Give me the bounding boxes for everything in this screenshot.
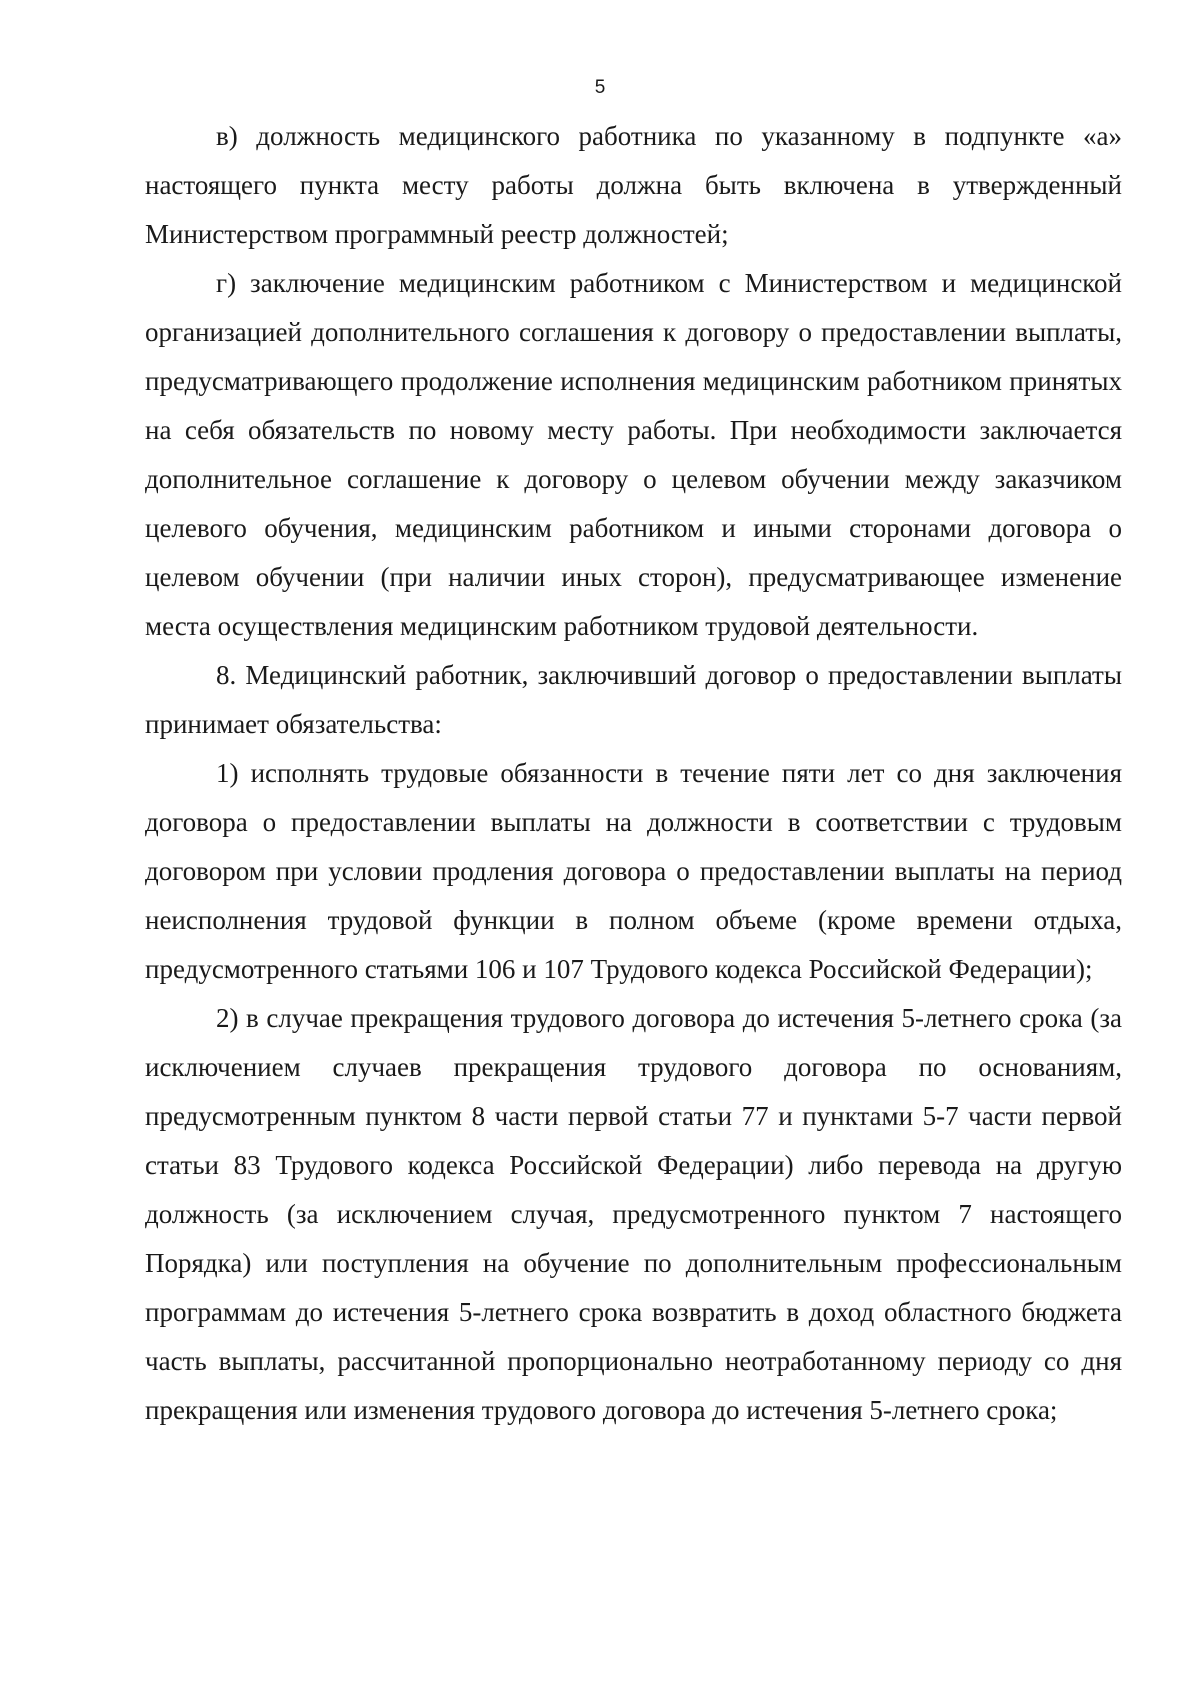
paragraph-obligation-2: 2) в случае прекращения трудового договора до истечения 5-летнего срока (за исключением случаев прекращения трудового договора по основаниям, предусмотренным пунктом 8 части первой статьи 77 и пунктами 5-7 части первой статьи 83 Трудового кодекса Российской Федерации) либо перевода на другую должность (за исключением случая, предусмотренного пунктом 7 настоящего Порядка) или поступления на обучение по дополнительным профессиональным программам до истечения 5-летнего срока возвратить в доход областного бюджета часть выплаты, рассчитанной пропорционально неотработанному периоду со дня прекращения или изменения трудового договора до истечения 5-летнего срока; [145,1003,1122,1425]
paragraph-subitem-g: г) заключение медицинским работником с Министерством и медицинской организацией дополнительного соглашения к договору о предоставлении выплаты, предусматривающего продолжение исполнения медицинским работником принятых на себя обязательств по новому месту работы. При необходимости заключается дополнительное соглашение к договору о целевом обучении между заказчиком целевого обучения, медицинским работником и иными сторонами договора о целевом обучении (при наличии иных сторон), предусматривающее изменение места осуществления медицинским работником трудовой деятельности. [145,268,1122,641]
paragraph-item-8: 8. Медицинский работник, заключивший договор о предоставлении выплаты принимает обязательства: [145,660,1122,739]
paragraph-subitem-v: в) должность медицинского работника по указанному в подпункте «а» настоящего пункта месту работы должна быть включена в утвержденный Министерством программный реестр должностей; [145,121,1122,249]
page-number: 5 [594,77,606,98]
paragraph-obligation-1: 1) исполнять трудовые обязанности в течение пяти лет со дня заключения договора о предоставлении выплаты на должности в соответствии с трудовым договором при условии продления договора о предоставлении выплаты на период неисполнения трудовой функции в полном объеме (кроме времени отдыха, предусмотренного статьями 106 и 107 Трудового кодекса Российской Федерации); [145,758,1122,984]
document-body [145,112,1122,1435]
